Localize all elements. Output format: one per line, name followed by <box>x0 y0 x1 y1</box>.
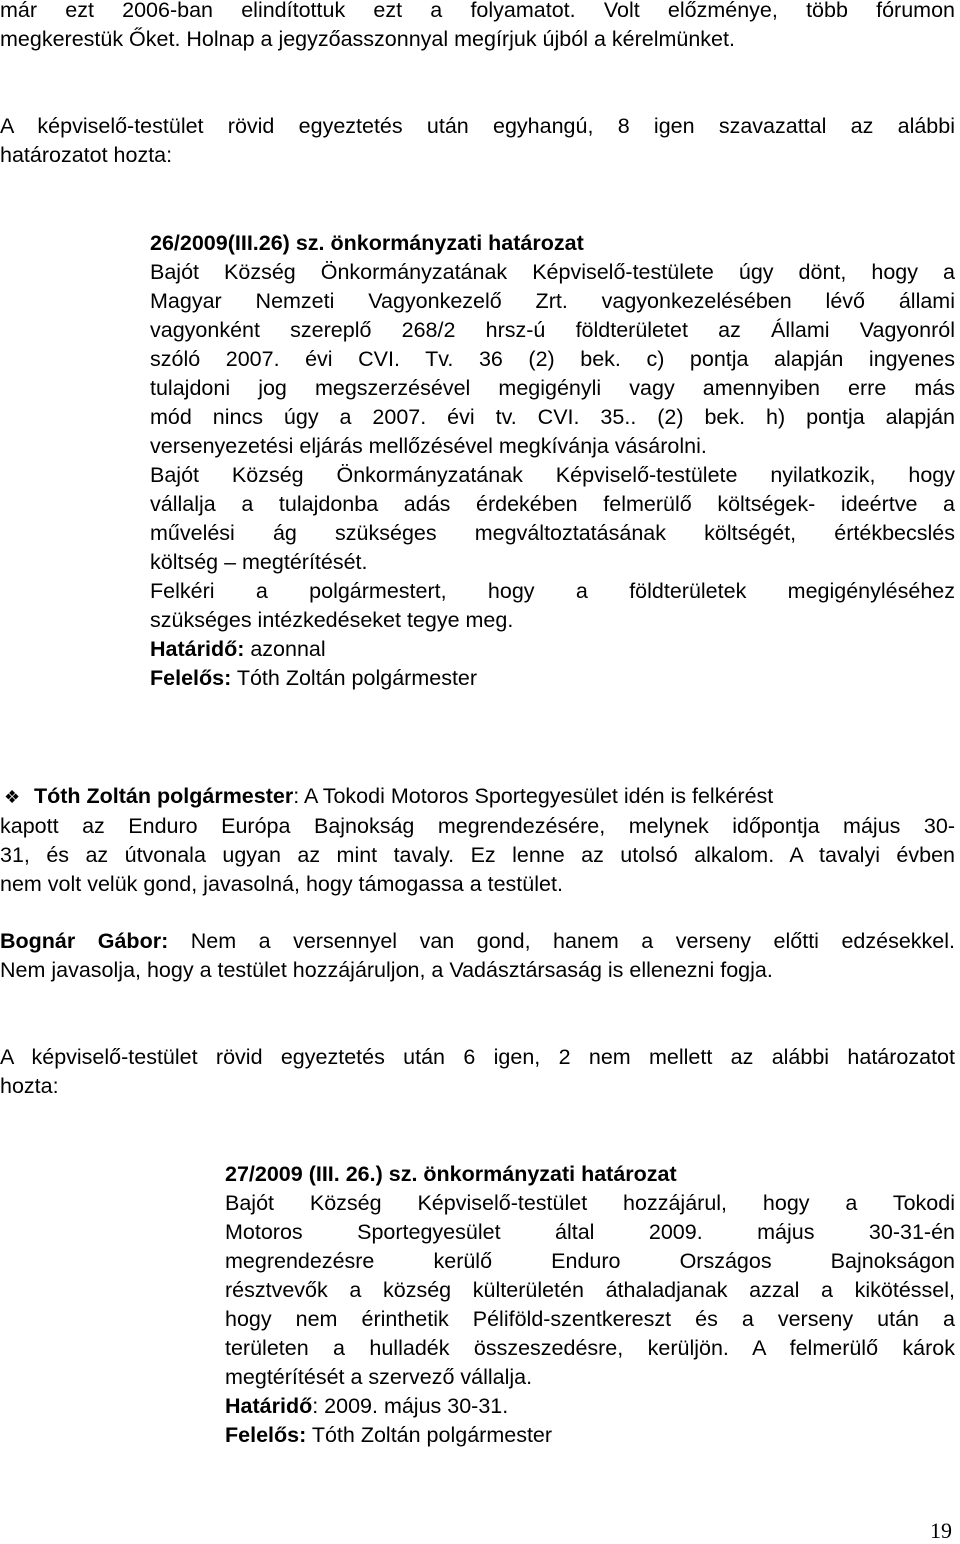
intro-line-2: megkerestük Őket. Holnap a jegyzőasszonnyal megírjuk újból a kérelmünket. <box>0 27 735 51</box>
resolution-2-line: megtérítését a szervező vállalja. <box>225 1365 533 1389</box>
resolution-1-line: tulajdoni jog megszerzésével megigényli vagy amennyiben erre más <box>150 376 955 400</box>
deadline-label: Határidő <box>225 1394 313 1418</box>
deadline-label: Határidő: <box>150 637 245 661</box>
speaker-1-line-4: nem volt velük gond, javasolná, hogy támogassa a testület. <box>0 872 563 896</box>
deadline-value: : 2009. május 30-31. <box>312 1394 509 1418</box>
responsible-label: Felelős: <box>150 666 232 690</box>
speaker-1-name: Tóth Zoltán polgármester <box>34 784 294 808</box>
resolution-1-line: versenyezetési eljárás mellőzésével megkívánja vásárolni. <box>150 434 707 458</box>
resolution-1-line: Bajót Község Önkormányzatának Képviselő-testülete nyilatkozik, hogy <box>150 463 955 487</box>
speaker-2-line-1: Bognár Gábor: Nem a versennyel van gond, hanem a verseny előtti edzésekkel. <box>0 929 955 953</box>
resolution-1-line: költség – megtérítését. <box>150 550 368 574</box>
resolution-1-line: szükséges intézkedéseket tegye meg. <box>150 608 514 632</box>
vote2-paragraph <box>0 1043 955 1101</box>
resolution-2 <box>225 1160 955 1450</box>
resolution-1-responsible <box>150 664 955 693</box>
diamond-bullet-icon: ❖ <box>4 787 21 807</box>
speaker-1-line-2: kapott az Enduro Európa Bajnokság megrendezésére, melynek időpontja május 30- <box>0 814 955 838</box>
vote1-line-1: A képviselő-testület rövid egyeztetés után egyhangú, 8 igen szavazattal az alábbi <box>0 114 955 138</box>
responsible-value: Tóth Zoltán polgármester <box>231 666 478 690</box>
intro-paragraph <box>0 0 955 54</box>
resolution-2-responsible <box>225 1421 955 1450</box>
speaker-1-line-3: 31, és az útvonala ugyan az mint tavaly. Ez lenne az utolsó alkalom. A tavalyi évben <box>0 843 955 867</box>
responsible-value: Tóth Zoltán polgármester <box>306 1423 553 1447</box>
resolution-1-line: vagyonként szereplő 268/2 hrsz-ú földterületet az Állami Vagyonról <box>150 318 955 342</box>
vote1-paragraph <box>0 112 955 170</box>
vote1-line-2: határozatot hozta: <box>0 143 173 167</box>
resolution-1 <box>150 229 955 693</box>
resolution-1-line: művelési ág szükséges megváltoztatásának költségét, értékbecslés <box>150 521 955 545</box>
resolution-2-deadline <box>225 1392 955 1421</box>
resolution-1-line: vállalja a tulajdonba adás érdekében felmerülő költségek- ideértve a <box>150 492 955 516</box>
responsible-label: Felelős: <box>225 1423 307 1447</box>
resolution-1-line: mód nincs úgy a 2007. évi tv. CVI. 35.. (2) bek. h) pontja alapján <box>150 405 955 429</box>
speaker-2-line-2: Nem javasolja, hogy a testület hozzájáruljon, a Vadásztársaság is ellenezni fogja. <box>0 958 773 982</box>
deadline-value: azonnal <box>244 637 326 661</box>
speaker-1-paragraph <box>0 782 955 899</box>
vote2-line-1: A képviselő-testület rövid egyeztetés után 6 igen, 2 nem mellett az alábbi határozatot <box>0 1045 955 1069</box>
resolution-2-line: Bajót Község Képviselő-testület hozzájárul, hogy a Tokodi <box>225 1191 955 1215</box>
speaker-2-paragraph <box>0 927 955 985</box>
resolution-1-line: Magyar Nemzeti Vagyonkezelő Zrt. vagyonkezelésében lévő állami <box>150 289 955 313</box>
resolution-2-title: 27/2009 (III. 26.) sz. önkormányzati határozat <box>225 1162 677 1186</box>
resolution-1-line: Felkéri a polgármestert, hogy a földterületek megigényléséhez <box>150 579 955 603</box>
vote2-line-2: hozta: <box>0 1074 59 1098</box>
resolution-1-title: 26/2009(III.26) sz. önkormányzati határozat <box>150 231 584 255</box>
resolution-2-line: megrendezésre kerülő Enduro Országos Bajnokságon <box>225 1249 955 1273</box>
resolution-2-line: résztvevők a község külterületén áthaladjanak azzal a kikötéssel, <box>225 1278 955 1302</box>
resolution-1-line: szóló 2007. évi CVI. Tv. 36 (2) bek. c) pontja alapján ingyenes <box>150 347 955 371</box>
resolution-1-deadline <box>150 635 955 664</box>
speaker-2-name: Bognár Gábor: <box>0 929 169 953</box>
resolution-2-line: területen a hulladék összeszedésre, kerüljön. A felmerülő károk <box>225 1336 955 1360</box>
speaker-1-line-1: ❖ Tóth Zoltán polgármester: A Tokodi Motoros Sportegyesület idén is felkérést <box>0 782 955 812</box>
resolution-1-line: Bajót Község Önkormányzatának Képviselő-testülete úgy dönt, hogy a <box>150 260 955 284</box>
resolution-2-line: hogy nem érinthetik Péliföld-szentkereszt és a verseny után a <box>225 1307 955 1331</box>
resolution-2-line: Motoros Sportegyesület által 2009. május 30-31-én <box>225 1220 955 1244</box>
intro-line-1: már ezt 2006-ban elindítottuk ezt a folyamatot. Volt előzménye, több fórumon <box>0 0 955 22</box>
page-number: 19 <box>930 1518 952 1543</box>
